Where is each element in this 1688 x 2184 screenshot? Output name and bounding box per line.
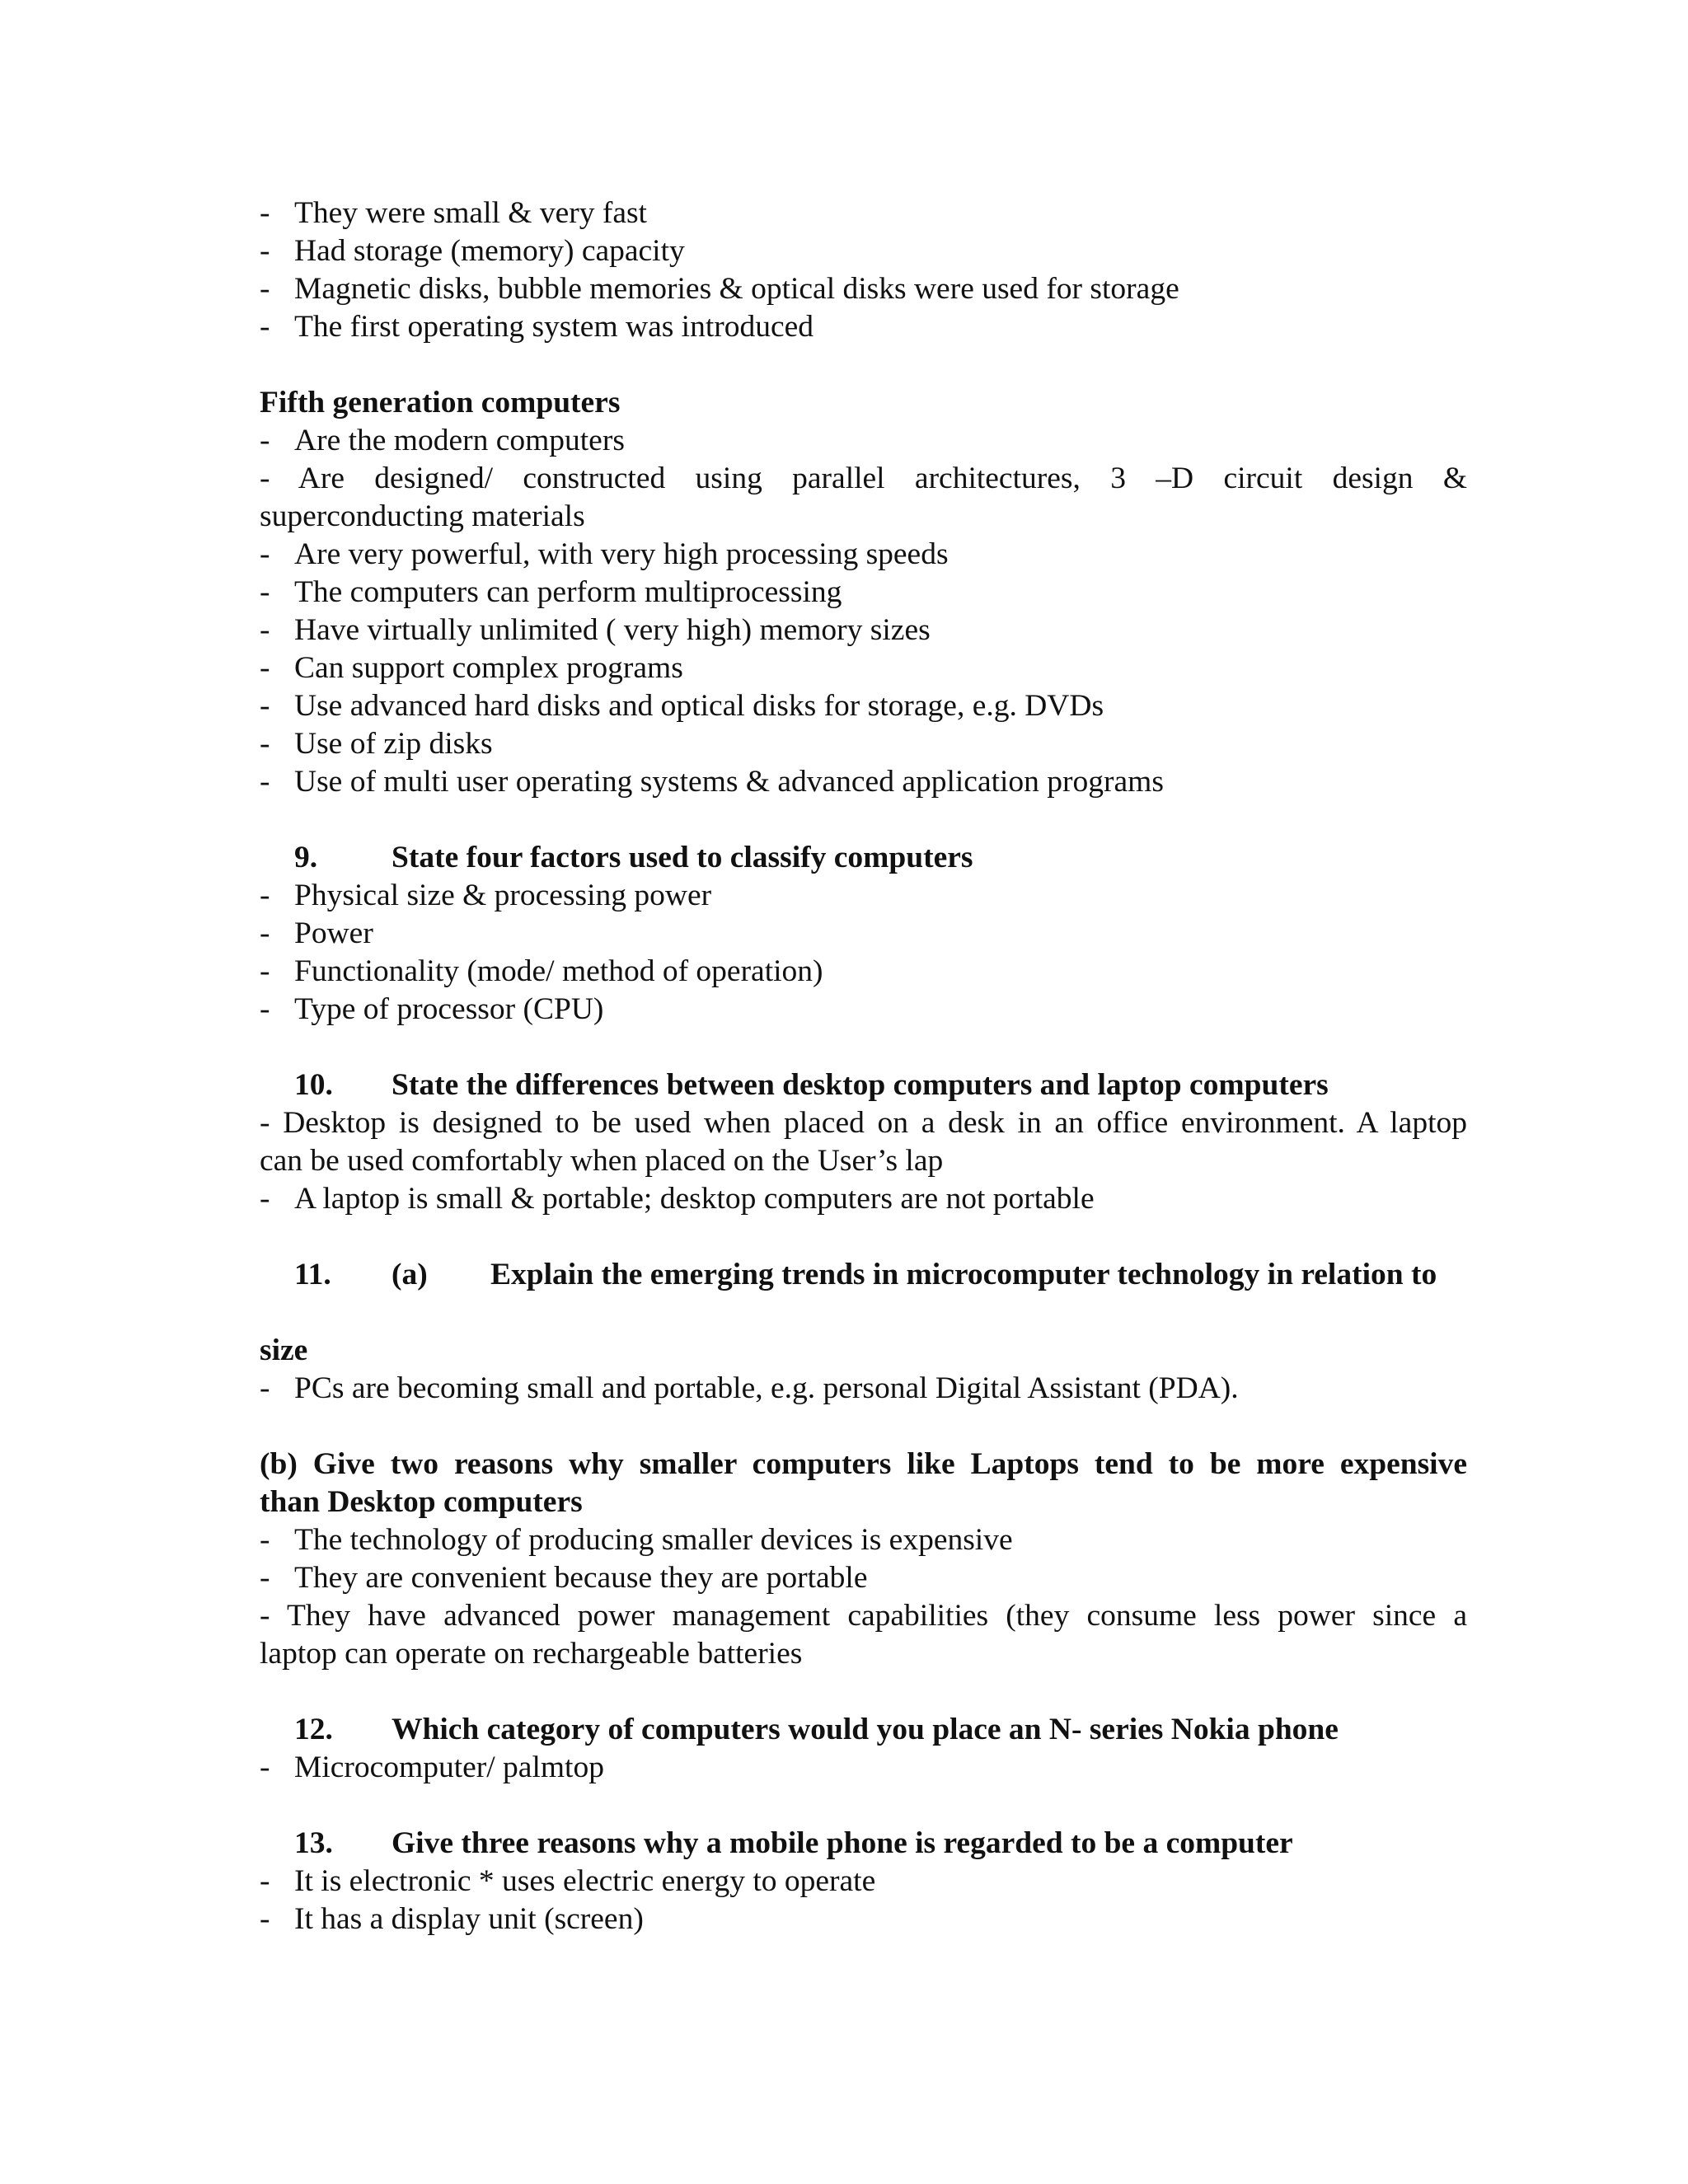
list-item-line: - Are designed/ constructed using parallel architectures, 3 –D circuit design & — [260, 462, 1467, 495]
list-item-line: - They have advanced power management capabilities (they consume less power since a — [260, 1599, 1467, 1633]
list-item: - Use advanced hard disks and optical disks for storage, e.g. DVDs — [260, 689, 1104, 723]
list-item: - Have virtually unlimited ( very high) memory sizes — [260, 613, 931, 647]
question-13: 13. Give three reasons why a mobile phone is regarded to be a computer — [294, 1826, 1293, 1860]
list-item: - They were small & very fast — [260, 196, 647, 230]
question-12: 12. Which category of computers would you place an N- series Nokia phone — [294, 1713, 1339, 1746]
list-item: - Magnetic disks, bubble memories & optical disks were used for storage — [260, 272, 1179, 306]
list-item: - They are convenient because they are portable — [260, 1561, 868, 1595]
list-item-continuation: superconducting materials — [260, 499, 585, 533]
list-item: - It is electronic * uses electric energy to operate — [260, 1864, 876, 1898]
document-page — [260, 194, 1467, 1938]
list-item: - Had storage (memory) capacity — [260, 234, 685, 268]
list-item: - Type of processor (CPU) — [260, 992, 604, 1026]
list-item: - Are very powerful, with very high processing speeds — [260, 537, 949, 571]
list-item: - Power — [260, 916, 373, 950]
list-item-line: - Desktop is designed to be used when placed on a desk in an office environment. A laptop — [260, 1106, 1467, 1140]
list-item: - Are the modern computers — [260, 424, 625, 457]
list-item: - The first operating system was introduced — [260, 310, 814, 344]
section-heading-fifth-generation: Fifth generation computers — [260, 386, 621, 419]
list-item: - Physical size & processing power — [260, 879, 712, 912]
list-item: - Microcomputer/ palmtop — [260, 1750, 604, 1784]
question-9: 9. State four factors used to classify computers — [294, 841, 973, 874]
question-11a-continuation: size — [260, 1333, 308, 1367]
list-item: - It has a display unit (screen) — [260, 1902, 644, 1936]
list-item: - The technology of producing smaller devices is expensive — [260, 1523, 1013, 1557]
list-item: - The computers can perform multiprocessing — [260, 575, 842, 609]
question-11b: (b) Give two reasons why smaller computers like Laptops tend to be more expensive — [260, 1447, 1467, 1481]
list-item: - Functionality (mode/ method of operation) — [260, 954, 823, 988]
list-item-continuation: laptop can operate on rechargeable batteries — [260, 1637, 803, 1671]
list-item: - Can support complex programs — [260, 651, 683, 685]
list-item: - PCs are becoming small and portable, e.g. personal Digital Assistant (PDA). — [260, 1371, 1239, 1405]
question-10: 10. State the differences between desktop computers and laptop computers — [294, 1068, 1329, 1102]
list-item: - A laptop is small & portable; desktop computers are not portable — [260, 1182, 1095, 1216]
list-item: - Use of multi user operating systems & advanced application programs — [260, 765, 1164, 799]
question-11a: 11. (a) Explain the emerging trends in microcomputer technology in relation to — [294, 1258, 1437, 1291]
list-item-continuation: can be used comfortably when placed on the User’s lap — [260, 1144, 944, 1178]
list-item: - Use of zip disks — [260, 727, 493, 761]
question-11b-continuation: than Desktop computers — [260, 1485, 583, 1519]
